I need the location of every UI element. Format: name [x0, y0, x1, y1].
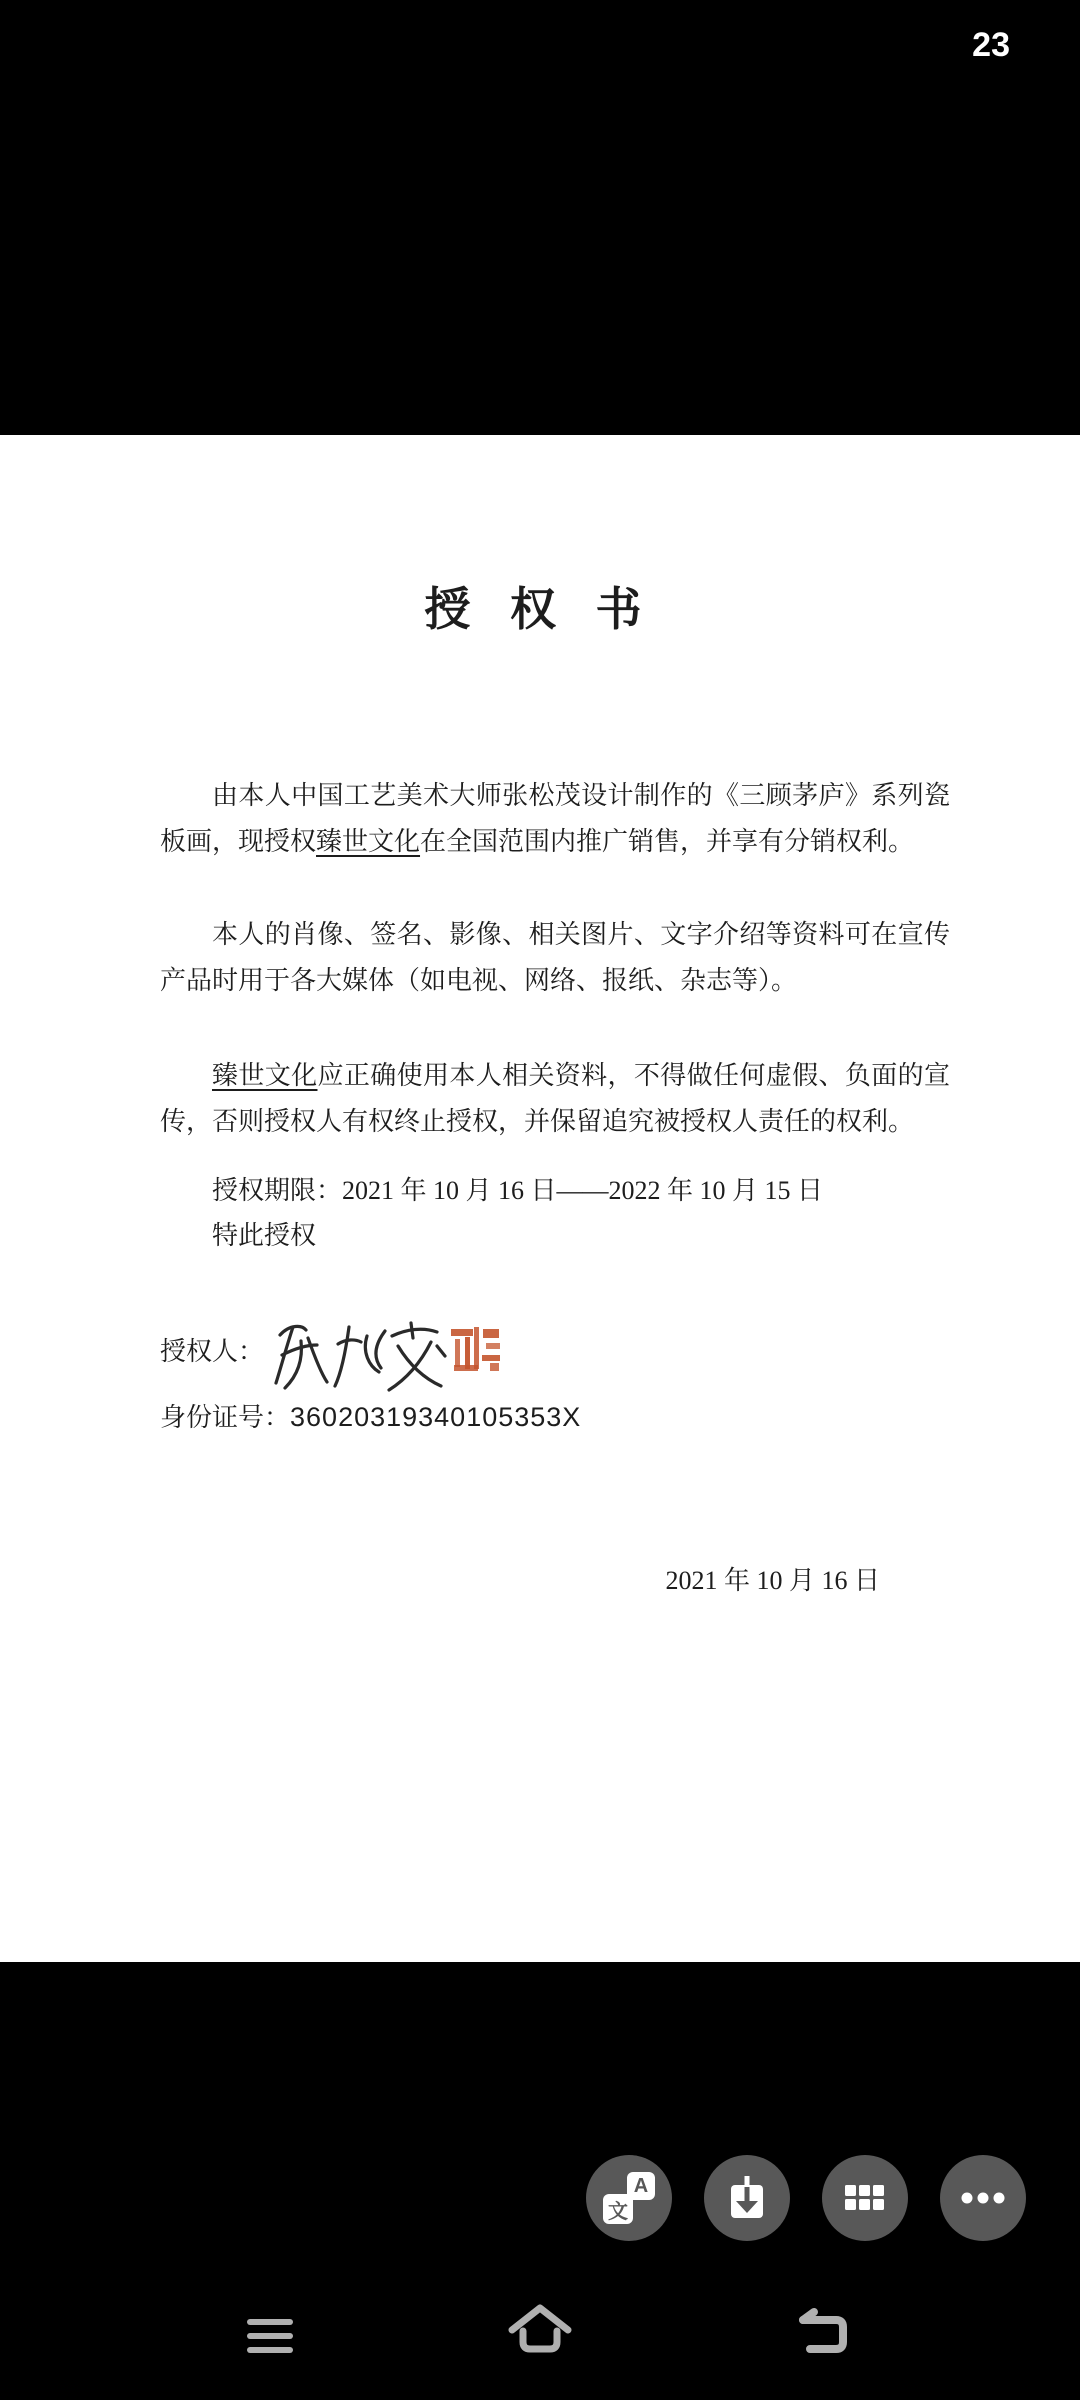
more-button[interactable]	[940, 2155, 1026, 2241]
download-button[interactable]	[704, 2155, 790, 2241]
document-page[interactable]	[0, 435, 1080, 1962]
signer-row	[160, 1329, 264, 1375]
authorization-term-line: 授权期限：2021 年 10 月 16 日——2022 年 10 月 15 日	[212, 1176, 824, 1205]
id-row	[160, 1394, 581, 1441]
download-icon	[723, 2174, 771, 2222]
grid-view-button[interactable]	[822, 2155, 908, 2241]
page-number: 23	[972, 26, 1010, 64]
menu-icon	[247, 2319, 293, 2361]
floating-toolbar	[586, 2155, 1026, 2241]
translate-icon-front-glyph: 文	[603, 2194, 633, 2224]
document-title: 授 权 书	[424, 584, 656, 635]
translate-button[interactable]	[586, 2155, 672, 2241]
home-icon	[506, 2302, 574, 2360]
grant-line: 特此授权	[212, 1221, 317, 1250]
paragraph-authorization-post: 在全国范围内推广销售，并享有分销权利。	[420, 827, 915, 856]
brand-name-underlined: 臻世文化	[212, 1061, 318, 1090]
grid-icon	[845, 2185, 885, 2211]
id-value: 36020319340105353X	[290, 1402, 582, 1432]
translate-icon	[603, 2172, 655, 2224]
brand-name-underlined: 臻世文化	[316, 827, 421, 856]
more-icon	[961, 2192, 1005, 2204]
document-date: 2021 年 10 月 16 日	[665, 1566, 880, 1595]
paragraph-authorization	[160, 773, 950, 865]
nav-back-button[interactable]	[796, 2306, 852, 2358]
id-label: 身份证号：	[160, 1403, 291, 1432]
signature-handwriting	[272, 1315, 447, 1395]
paragraph-media-usage: 本人的肖像、签名、影像、相关图片、文字介绍等资料可在宣传产品时用于各大媒体（如电视、网络、报纸、杂志等）。	[160, 920, 950, 995]
nav-menu-button[interactable]	[240, 2310, 300, 2362]
signature-seal	[446, 1323, 506, 1375]
translate-icon-back-glyph: A	[627, 2172, 655, 2200]
back-icon	[796, 2306, 852, 2358]
paragraph-terms	[160, 1053, 950, 1145]
nav-home-button[interactable]	[506, 2302, 574, 2360]
paragraph-authorization-pre: 由本人中国工艺美术大师张松茂设计制作的《三顾茅庐》系列瓷板画，现授权	[160, 781, 950, 856]
signer-label: 授权人：	[160, 1337, 265, 1366]
paragraph-terms-post: 应正确使用本人相关资料，不得做任何虚假、负面的宣传，否则授权人有权终止授权，并保留追究被授权人责任的权利。	[160, 1061, 950, 1136]
